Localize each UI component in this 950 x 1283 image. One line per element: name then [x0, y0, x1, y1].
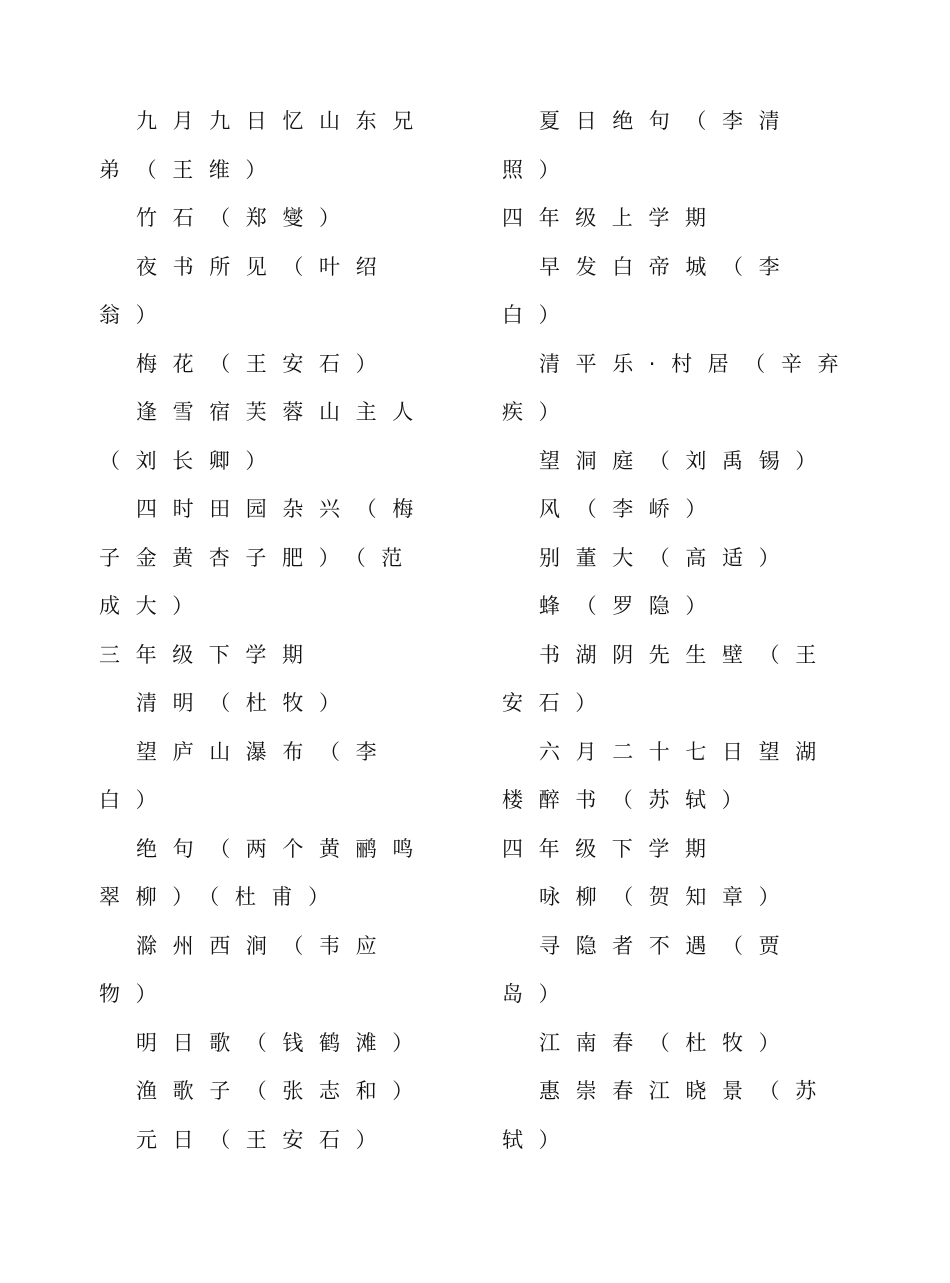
text-line: 翠柳）（杜甫） — [99, 885, 345, 909]
section-heading: 三年级下学期 — [99, 642, 319, 667]
text-line: 梅花（王安石） — [136, 351, 393, 376]
text-line: 六月二十七日望湖 — [539, 739, 832, 764]
text-line: 翁） — [99, 303, 173, 327]
text-line: 清平乐·村居（辛弃 — [539, 351, 855, 376]
text-line: 岛） — [502, 982, 576, 1006]
text-line: 子金黄杏子肥）（范 — [99, 545, 418, 570]
text-line: 蜂（罗隐） — [539, 594, 722, 618]
text-line: 清明（杜牧） — [136, 691, 356, 715]
text-line: 望洞庭（刘禹锡） — [539, 448, 832, 473]
text-line: 风（李峤） — [539, 497, 722, 521]
text-line: 四时田园杂兴（梅 — [136, 497, 429, 521]
text-line: 夏日绝句（李清 — [539, 109, 796, 133]
text-line: 轼） — [502, 1127, 576, 1152]
section-heading: 四年级下学期 — [502, 836, 722, 861]
text-line: 别董大（高适） — [539, 545, 796, 570]
text-line: 楼醉书（苏轼） — [502, 788, 759, 812]
right-column — [502, 97, 855, 1164]
text-line: 惠崇春江晓景（苏 — [539, 1079, 832, 1103]
section-heading: 四年级上学期 — [502, 206, 722, 230]
text-line: 安石） — [502, 691, 612, 715]
text-line: 咏柳（贺知章） — [539, 885, 796, 909]
left-column — [99, 97, 439, 1164]
text-line: 弟（王维） — [99, 157, 282, 182]
text-line: 江南春（杜牧） — [539, 1030, 796, 1055]
text-line: 寻隐者不遇（贾 — [539, 933, 796, 958]
text-line: 九月九日忆山东兄 — [136, 109, 429, 133]
text-line: 成大） — [99, 594, 209, 618]
text-line: 白） — [99, 788, 173, 812]
text-line: 白） — [502, 303, 576, 327]
text-line: 疾） — [502, 400, 576, 424]
text-line: 物） — [99, 982, 173, 1006]
text-line: 滁州西涧（韦应 — [136, 933, 393, 958]
text-line: 夜书所见（叶绍 — [136, 254, 393, 279]
text-line: （刘长卿） — [99, 448, 282, 473]
text-line: 绝句（两个黄鹂鸣 — [136, 836, 429, 861]
text-line: 明日歌（钱鹤滩） — [136, 1030, 429, 1055]
text-line: 书湖阴先生壁（王 — [539, 642, 832, 667]
text-line: 竹石（郑燮） — [136, 206, 356, 230]
text-line: 望庐山瀑布（李 — [136, 739, 393, 764]
text-line: 元日（王安石） — [136, 1127, 393, 1152]
text-line: 照） — [502, 157, 576, 182]
text-line: 早发白帝城（李 — [539, 254, 796, 279]
text-line: 逢雪宿芙蓉山主人 — [136, 400, 429, 424]
text-line: 渔歌子（张志和） — [136, 1079, 429, 1103]
